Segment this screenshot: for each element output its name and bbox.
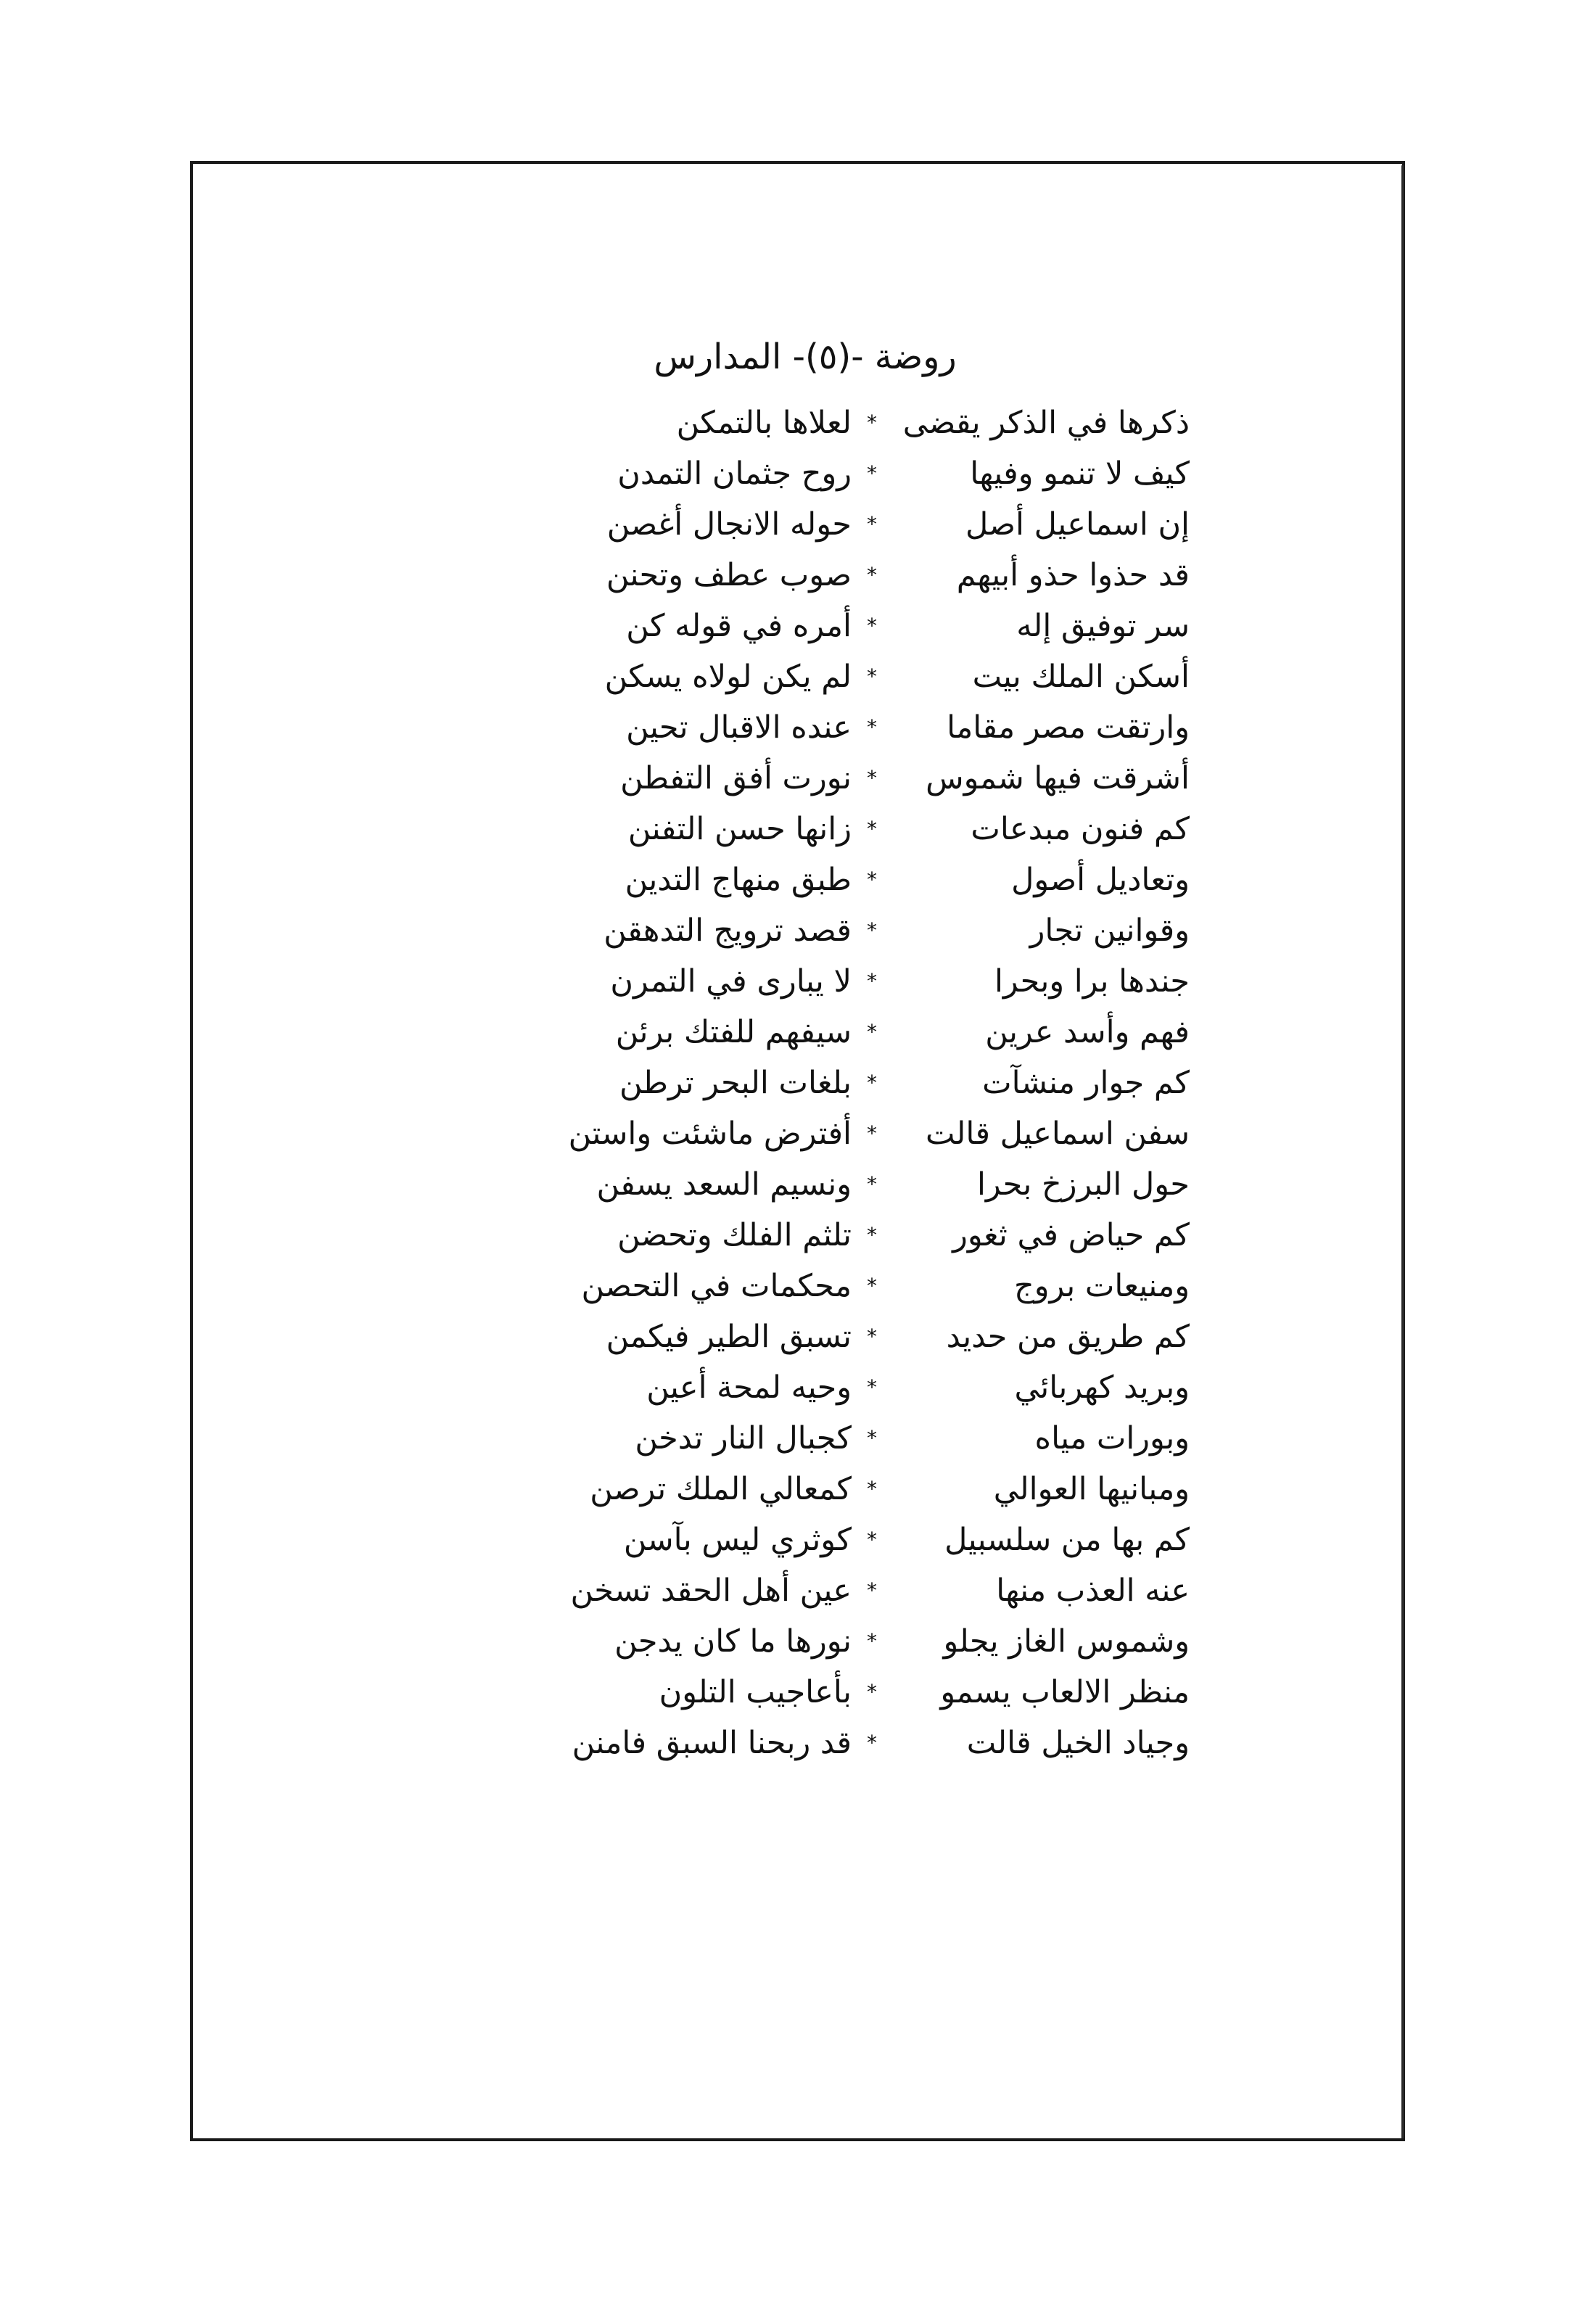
verse-separator: * (867, 1274, 877, 1298)
verse-separator: * (867, 1324, 877, 1348)
second-hemistich: محكمات في التحصن (581, 1268, 852, 1304)
first-hemistich: إن اسماعيل أصل (965, 506, 1190, 543)
verse-separator: * (867, 1172, 877, 1196)
first-hemistich: وبريد كهربائي (1014, 1369, 1190, 1406)
verse-separator: * (867, 1528, 877, 1552)
second-hemistich: طبق منهاج التدين (625, 862, 852, 898)
verse-separator: * (867, 664, 877, 688)
first-hemistich: كم فنون مبدعات (971, 811, 1190, 847)
second-hemistich: تسبق الطير فيكمن (606, 1319, 852, 1355)
verse-line (537, 1058, 1190, 1108)
second-hemistich: صوب عطف وتحنن (606, 557, 852, 593)
second-hemistich: لعلاها بالتمكن (676, 405, 852, 441)
second-hemistich: أمره في قوله كن (626, 608, 852, 644)
second-hemistich: كجبال النار تدخن (635, 1420, 852, 1456)
second-hemistich: قد ربحنا السبق فامنن (572, 1725, 852, 1761)
verse-separator: * (867, 1578, 877, 1602)
poem-body (537, 397, 1190, 1768)
verse-separator: * (867, 1223, 877, 1247)
verse-line (537, 1718, 1190, 1768)
verse-separator: * (867, 969, 877, 993)
first-hemistich: ذكرها في الذكر يقضى (902, 405, 1190, 441)
first-hemistich: سفن اسماعيل قالت (926, 1116, 1190, 1152)
first-hemistich: وتعاديل أصول (1011, 862, 1190, 898)
verse-line (537, 1210, 1190, 1261)
verse-separator: * (867, 918, 877, 942)
verse-line (537, 804, 1190, 854)
first-hemistich: كم طريق من حديد (946, 1319, 1190, 1355)
verse-line (537, 1362, 1190, 1413)
verse-line (537, 1565, 1190, 1616)
verse-separator: * (867, 1477, 877, 1501)
second-hemistich: قصد ترويج التدهقن (604, 912, 852, 949)
first-hemistich: وارتقت مصر مقاما (947, 709, 1190, 746)
second-hemistich: ونسيم السعد يسفن (596, 1166, 852, 1203)
first-hemistich: حول البرزخ بحرا (976, 1166, 1190, 1203)
verse-line (537, 550, 1190, 601)
first-hemistich: قد حذوا حذو أبيهم (956, 557, 1190, 593)
first-hemistich: كم بها من سلسبيل (944, 1522, 1190, 1558)
first-hemistich: وقوانين تجار (1029, 912, 1190, 949)
verse-line (537, 854, 1190, 905)
verse-line (537, 499, 1190, 550)
verse-separator: * (867, 1121, 877, 1145)
second-hemistich: بلغات البحر ترطن (619, 1065, 852, 1101)
first-hemistich: وبورات مياه (1034, 1420, 1190, 1456)
verse-separator: * (867, 1731, 877, 1755)
first-hemistich: سر توفيق إله (1016, 608, 1190, 644)
second-hemistich: زانها حسن التفنن (627, 811, 852, 847)
second-hemistich: نورت أفق التفطن (620, 760, 852, 796)
verse-separator: * (867, 411, 877, 434)
running-head: روضة -(٥)- المدارس (654, 337, 957, 377)
verse-line (537, 1159, 1190, 1210)
first-hemistich: منظر الالعاب يسمو (940, 1674, 1190, 1710)
verse-line (537, 1464, 1190, 1515)
verse-separator: * (867, 461, 877, 485)
verse-line (537, 702, 1190, 753)
second-hemistich: سيفهم للفتك برئن (615, 1014, 852, 1050)
verse-line (537, 601, 1190, 651)
first-hemistich: كم جوار منشآت (982, 1065, 1190, 1101)
verse-separator: * (867, 1020, 877, 1044)
verse-separator: * (867, 512, 877, 536)
verse-line (537, 1413, 1190, 1464)
second-hemistich: عنده الاقبال تحين (626, 709, 852, 746)
first-hemistich: أسكن الملك بيت (972, 659, 1190, 695)
verse-line (537, 1667, 1190, 1718)
verse-line (537, 397, 1190, 448)
verse-separator: * (867, 817, 877, 841)
second-hemistich: تلثم الفلك وتحضن (617, 1217, 852, 1253)
verse-line (537, 1311, 1190, 1362)
first-hemistich: كيف لا تنمو وفيها (970, 456, 1190, 492)
second-hemistich: كوثري ليس بآسن (623, 1522, 852, 1558)
verse-line (537, 1261, 1190, 1311)
first-hemistich: عنه العذب منها (996, 1573, 1190, 1609)
verse-line (537, 1007, 1190, 1058)
frame-edge (1401, 165, 1404, 2138)
first-hemistich: وشموس الغاز يجلو (943, 1623, 1190, 1660)
first-hemistich: فهم وأسد عرين (985, 1014, 1190, 1050)
verse-line (537, 651, 1190, 702)
verse-separator: * (867, 715, 877, 739)
first-hemistich: ومنيعات بروج (1014, 1268, 1190, 1304)
verse-line (537, 448, 1190, 499)
second-hemistich: عين أهل الحقد تسخن (570, 1573, 852, 1609)
second-hemistich: وحيه لمحة أعين (646, 1369, 852, 1406)
first-hemistich: ومبانيها العوالي (993, 1471, 1190, 1507)
first-hemistich: وجياد الخيل قالت (966, 1725, 1190, 1761)
verse-separator: * (867, 1629, 877, 1653)
first-hemistich: جندها برا وبحرا (994, 963, 1190, 1000)
verse-separator: * (867, 868, 877, 891)
second-hemistich: لم يكن لولاه يسكن (604, 659, 852, 695)
verse-separator: * (867, 1071, 877, 1095)
verse-separator: * (867, 563, 877, 587)
second-hemistich: لا يبارى في التمرن (610, 963, 852, 1000)
first-hemistich: كم حياض في ثغور (952, 1217, 1190, 1253)
second-hemistich: نورها ما كان يدجن (614, 1623, 852, 1660)
verse-separator: * (867, 766, 877, 790)
second-hemistich: أفترض ماشئت واستن (568, 1116, 852, 1152)
second-hemistich: حوله الانجال أغصن (606, 506, 852, 543)
verse-separator: * (867, 1375, 877, 1399)
verse-line (537, 956, 1190, 1007)
verse-separator: * (867, 1680, 877, 1704)
second-hemistich: كمعالي الملك ترصن (590, 1471, 852, 1507)
verse-line (537, 1515, 1190, 1565)
verse-line (537, 1108, 1190, 1159)
verse-separator: * (867, 1426, 877, 1450)
verse-line (537, 1616, 1190, 1667)
second-hemistich: بأعاجيب التلون (659, 1674, 852, 1710)
verse-separator: * (867, 614, 877, 638)
second-hemistich: روح جثمان التمدن (617, 456, 852, 492)
verse-line (537, 905, 1190, 956)
first-hemistich: أشرقت فيها شموس (926, 760, 1190, 796)
verse-line (537, 753, 1190, 804)
